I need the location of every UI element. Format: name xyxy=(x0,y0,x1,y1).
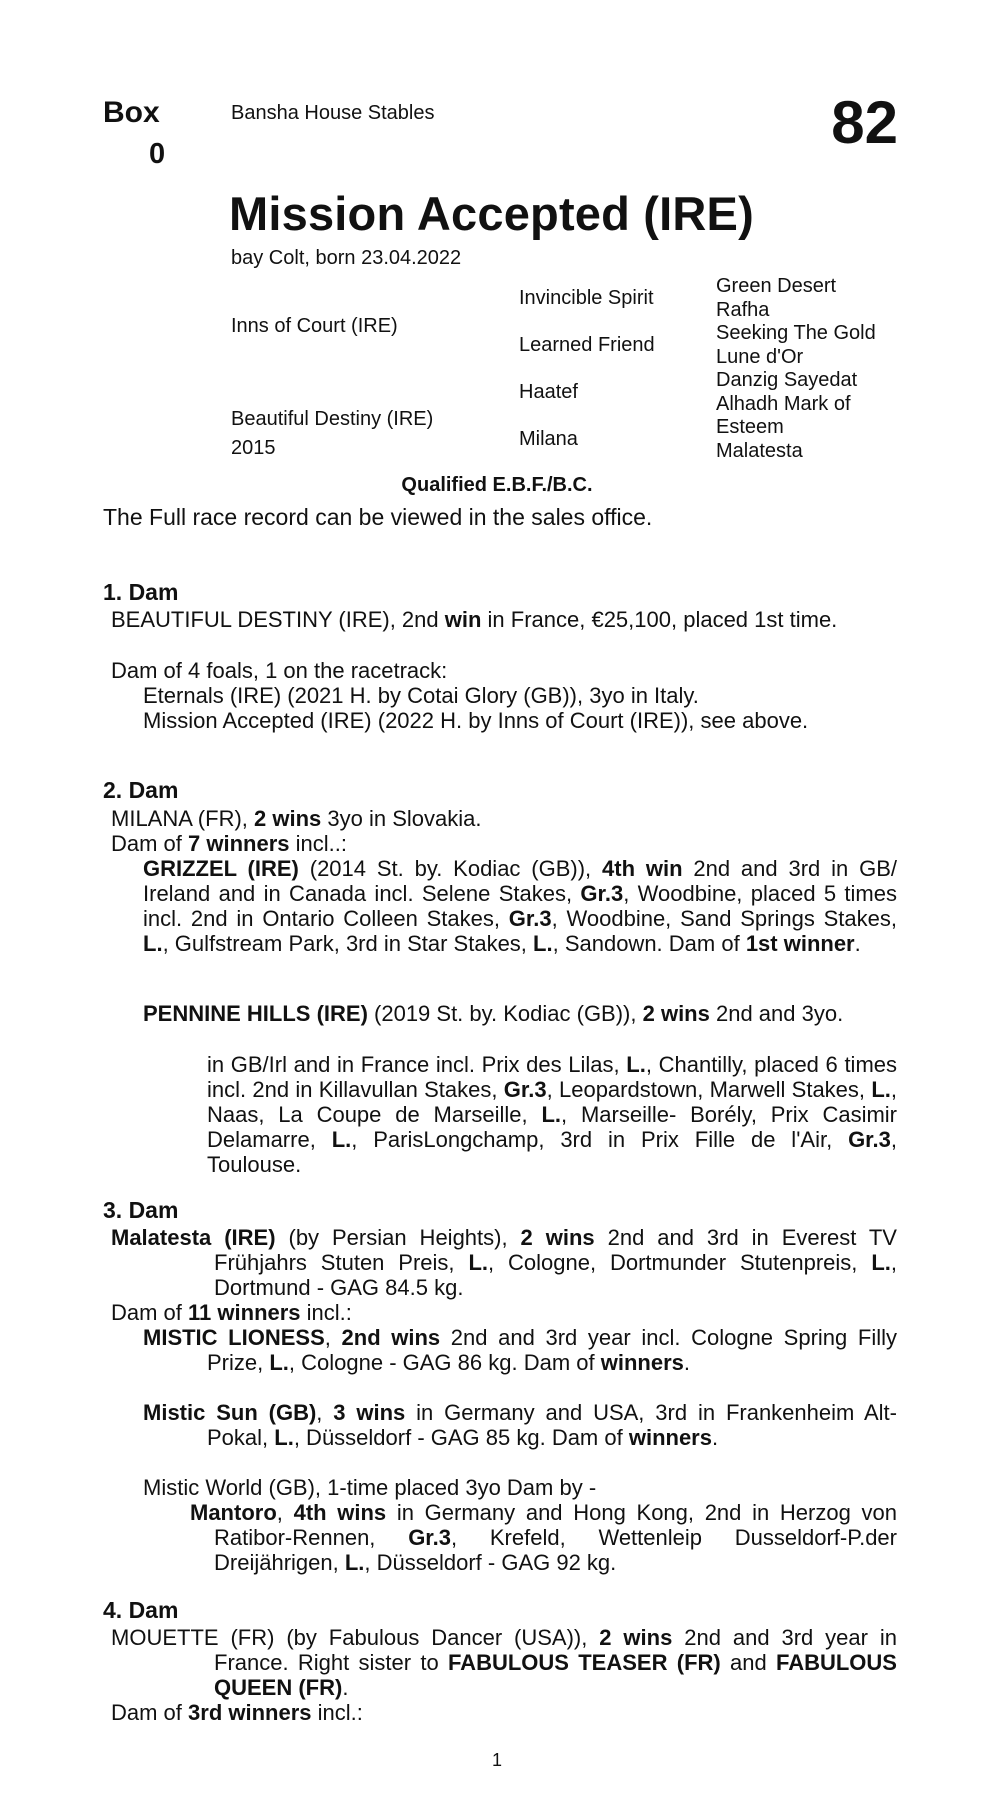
produce-item-mistic-lioness xyxy=(143,1325,897,1375)
text-run: L. xyxy=(541,1102,562,1127)
text-run: 2nd and 3rd in Everest TV Frühjahrs Stuten Preis, xyxy=(214,1225,897,1275)
text-run: win xyxy=(444,607,482,632)
text-run: (by Persian Heights), xyxy=(275,1225,521,1250)
page-number: 1 xyxy=(491,1750,502,1770)
horse-description: bay Colt, born 23.04.2022 xyxy=(231,247,462,269)
pedigree-ancestor: Lune d'Or xyxy=(716,346,804,368)
produce-item-mistic-world: Mistic World (GB), 1-time placed 3yo Dam by - xyxy=(143,1475,597,1500)
text-run: Dam of xyxy=(111,831,189,856)
qualification: Qualified E.B.F./B.C. xyxy=(401,474,593,496)
pedigree-ancestor: Alhadh Mark of xyxy=(716,393,851,415)
pedigree-ancestor: Esteem xyxy=(716,416,784,438)
text-run: Mantoro xyxy=(190,1500,277,1525)
dam4-produce-intro xyxy=(111,1700,363,1725)
pedigree-ancestor: Seeking The Gold xyxy=(716,322,876,344)
text-run: Gr.3 xyxy=(508,906,552,931)
text-run: L. xyxy=(626,1052,646,1077)
consignor: Bansha House Stables xyxy=(231,102,435,124)
section-heading-dam2: 2. Dam xyxy=(103,777,179,803)
text-run: L. xyxy=(871,1250,891,1275)
text-run: (2014 St. by. Kodiac (GB)), xyxy=(298,856,603,881)
text-run: L. xyxy=(871,1077,891,1102)
text-run: , Naas, La Coupe de Marseille, xyxy=(207,1077,897,1127)
pedigree-grandsire: Haatef xyxy=(519,381,578,403)
text-run: MILANA (FR), xyxy=(111,806,255,831)
dam1-produce-intro: Dam of 4 foals, 1 on the racetrack: xyxy=(111,658,448,683)
pedigree-grandsire: Milana xyxy=(519,428,578,450)
pedigree-grandsire: Learned Friend xyxy=(519,334,655,356)
text-run: MISTIC LIONESS xyxy=(143,1325,325,1350)
horse-name: Mission Accepted (IRE) xyxy=(229,187,754,240)
dam2-record xyxy=(111,806,481,831)
text-run: Gr.3 xyxy=(580,881,624,906)
text-run: (2019 St. by. Kodiac (GB)), xyxy=(367,1001,643,1026)
text-run: , xyxy=(316,1400,334,1425)
text-run: , xyxy=(324,1325,342,1350)
text-run: . xyxy=(342,1675,349,1700)
section-heading-dam4: 4. Dam xyxy=(103,1597,179,1623)
text-run: Dam of xyxy=(111,1700,189,1725)
produce-item: Mission Accepted (IRE) (2022 H. by Inns of Court (IRE)), see above. xyxy=(143,708,809,733)
box-label: Box xyxy=(103,96,160,129)
text-run: L. xyxy=(533,931,553,956)
dam4-record xyxy=(111,1625,897,1700)
text-run: and xyxy=(720,1650,776,1675)
text-run: incl.: xyxy=(300,1300,352,1325)
text-run: 2nd and 3rd year in France. Right sister to xyxy=(214,1625,897,1675)
pedigree-grandsire: Invincible Spirit xyxy=(519,287,654,309)
text-run: in Germany and USA, 3rd in Frankenheim Alt-Pokal, xyxy=(207,1400,897,1450)
produce-item-mistic-sun xyxy=(143,1400,897,1450)
text-run: in GB/Irl and in France incl. Prix des Lilas, xyxy=(207,1052,627,1077)
text-run: winners xyxy=(600,1350,684,1375)
text-run: , Krefeld, Wettenleip Dusseldorf-P.der Dreijährigen, xyxy=(214,1525,897,1575)
text-run: , Leopardstown, Marwell Stakes, xyxy=(546,1077,872,1102)
text-run: Gr.3 xyxy=(408,1525,451,1550)
text-run: , ParisLongchamp, 3rd in Prix Fille de l'Air, xyxy=(351,1127,849,1152)
pedigree-sire: Inns of Court (IRE) xyxy=(231,315,398,337)
dam3-record xyxy=(111,1225,897,1300)
dam2-produce-intro xyxy=(111,831,347,856)
text-run: L. xyxy=(344,1550,365,1575)
text-run: 2nd and 3yo. xyxy=(709,1001,844,1026)
pedigree-ancestor: Danzig Sayedat xyxy=(716,369,858,391)
text-run: 3 wins xyxy=(333,1400,406,1425)
text-run: 11 winners xyxy=(188,1300,301,1325)
text-run: Mistic Sun (GB) xyxy=(143,1400,317,1425)
text-run: FABULOUS TEASER (FR) xyxy=(447,1650,721,1675)
text-run: , Woodbine, placed 5 times incl. 2nd in Ontario Colleen Stakes, xyxy=(143,881,897,931)
text-run: , Chantilly, placed 6 times incl. 2nd in Killavullan Stakes, xyxy=(207,1052,898,1102)
text-run: Malatesta (IRE) xyxy=(111,1225,276,1250)
text-run: , Cologne, Dortmunder Stutenpreis, xyxy=(488,1250,872,1275)
text-run: L. xyxy=(269,1350,289,1375)
text-run: 3rd winners xyxy=(188,1700,312,1725)
text-run: incl.: xyxy=(311,1700,363,1725)
text-run: , Toulouse. xyxy=(207,1127,897,1177)
text-run: Gr.3 xyxy=(848,1127,891,1152)
produce-item-pennine xyxy=(143,1001,903,1026)
pedigree-ancestor: Malatesta xyxy=(716,440,803,462)
text-run: , Sandown. Dam of xyxy=(552,931,746,956)
text-run: PENNINE HILLS (IRE) xyxy=(143,1001,368,1026)
text-run: BEAUTIFUL DESTINY (IRE), 2nd xyxy=(111,607,445,632)
text-run: Dam of xyxy=(111,1300,189,1325)
text-run: incl..: xyxy=(289,831,347,856)
text-run: 2 wins xyxy=(520,1225,595,1250)
text-run: , Gulfstream Park, 3rd in Star Stakes, xyxy=(162,931,534,956)
produce-item: Eternals (IRE) (2021 H. by Cotai Glory (GB)), 3yo in Italy. xyxy=(143,683,699,708)
text-run: 4th wins xyxy=(293,1500,387,1525)
text-run: L. xyxy=(331,1127,352,1152)
text-run: L. xyxy=(274,1425,294,1450)
text-run: L. xyxy=(143,931,163,956)
text-run: in France, €25,100, placed 1st time. xyxy=(481,607,838,632)
pedigree-dam: Beautiful Destiny (IRE) xyxy=(231,408,434,430)
dam3-produce-intro xyxy=(111,1300,352,1325)
produce-item-pennine-record xyxy=(207,1052,897,1177)
text-run: , Cologne - GAG 86 kg. Dam of xyxy=(288,1350,601,1375)
text-run: 2 wins xyxy=(599,1625,673,1650)
text-run: . xyxy=(683,1350,690,1375)
produce-item-mantoro xyxy=(190,1500,897,1575)
pedigree-dam-year: 2015 xyxy=(231,437,276,459)
text-run: GRIZZEL (IRE) xyxy=(143,856,299,881)
text-run: 2 wins xyxy=(642,1001,710,1026)
section-heading-dam3: 3. Dam xyxy=(103,1197,179,1223)
text-run: Gr.3 xyxy=(503,1077,547,1102)
text-run: 2nd and 3rd in GB/ Ireland and in Canada incl. Selene Stakes, xyxy=(143,856,898,906)
text-run: 2nd and 3rd year incl. Cologne Spring Filly Prize, xyxy=(207,1325,897,1375)
text-run: FABULOUS QUEEN (FR) xyxy=(214,1650,897,1700)
text-run: winners xyxy=(628,1425,712,1450)
text-run: , Düsseldorf - GAG 92 kg. xyxy=(364,1550,617,1575)
race-record-note: The Full race record can be viewed in the sales office. xyxy=(103,504,653,530)
text-run: 4th win xyxy=(602,856,683,881)
text-run: MOUETTE (FR) (by Fabulous Dancer (USA)), xyxy=(111,1625,600,1650)
pedigree-ancestor: Green Desert xyxy=(716,275,837,297)
text-run: L. xyxy=(468,1250,488,1275)
text-run: , Woodbine, Sand Springs Stakes, xyxy=(551,906,897,931)
lot-number: 82 xyxy=(831,89,898,156)
text-run: . xyxy=(711,1425,719,1450)
text-run: 7 winners xyxy=(188,831,290,856)
text-run: 2 wins xyxy=(254,806,322,831)
box-number: 0 xyxy=(149,138,166,170)
text-run: in Germany and Hong Kong, 2nd in Herzog von Ratibor-Rennen, xyxy=(214,1500,897,1550)
text-run: , xyxy=(276,1500,294,1525)
text-run: , Dortmund - GAG 84.5 kg. xyxy=(214,1250,897,1300)
produce-item-grizzel xyxy=(143,856,897,956)
text-run: 3yo in Slovakia. xyxy=(321,806,482,831)
pedigree-ancestor: Rafha xyxy=(716,299,770,321)
text-run: . xyxy=(854,931,861,956)
text-run: 1st winner xyxy=(745,931,855,956)
section-heading-dam1: 1. Dam xyxy=(103,579,179,605)
dam1-record xyxy=(111,607,901,632)
text-run: , Düsseldorf - GAG 85 kg. Dam of xyxy=(293,1425,629,1450)
text-run: , Marseille- Borély, Prix Casimir Delamarre, xyxy=(207,1102,898,1152)
text-run: 2nd wins xyxy=(341,1325,441,1350)
